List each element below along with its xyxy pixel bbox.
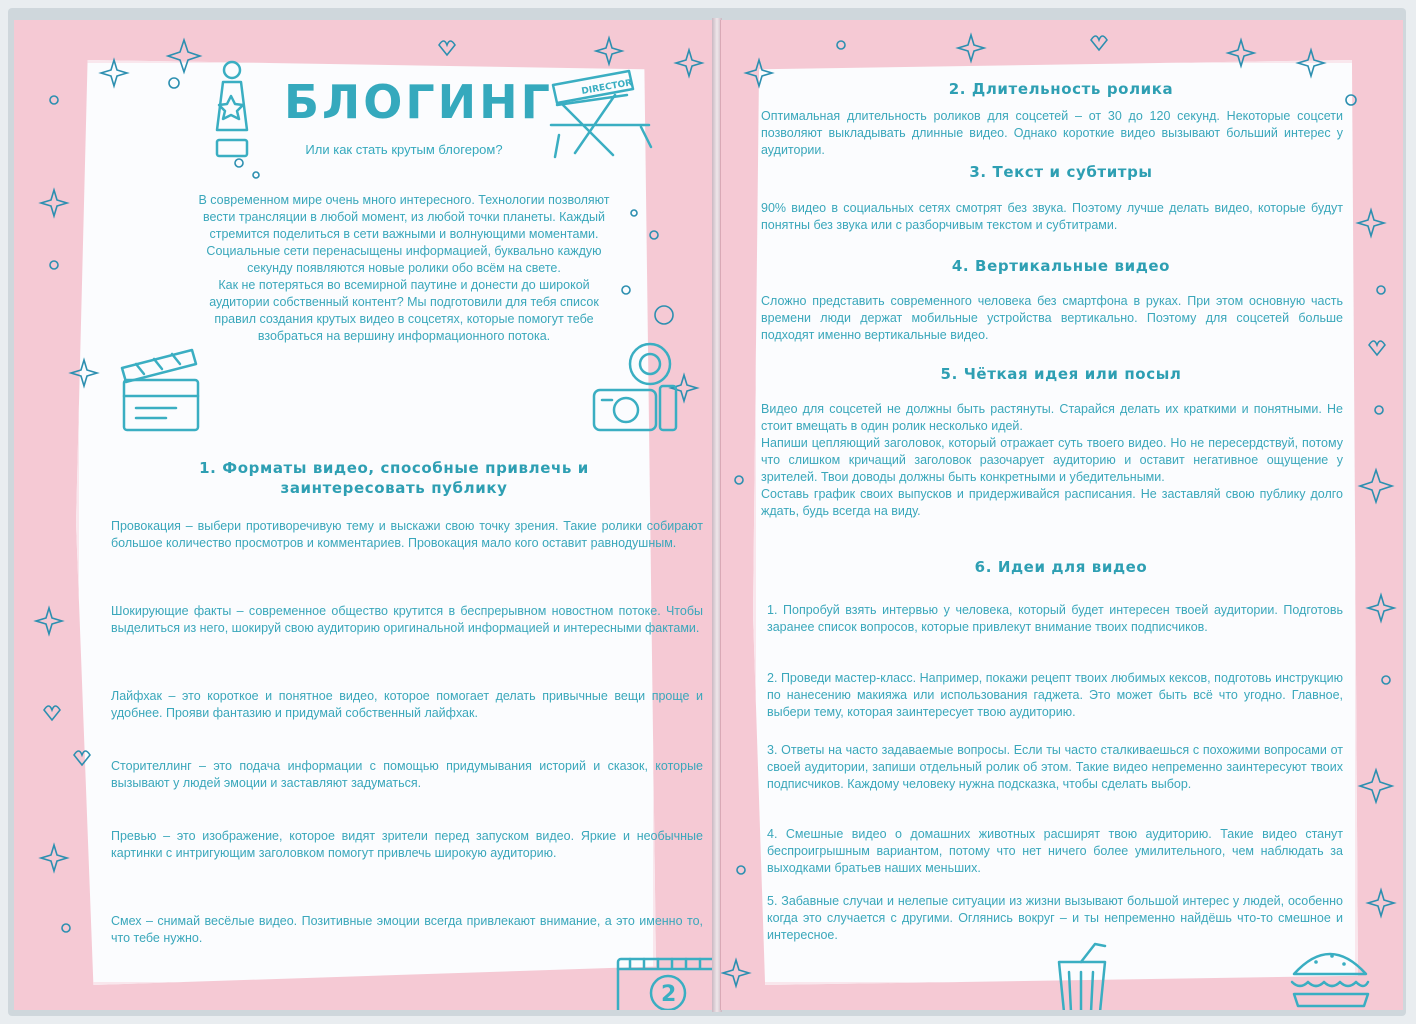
section-4-text: Сложно представить современного человека без смартфона в руках. При этом основную часть времени люди держат мобильные устройства вертикально. Поэтому для соцсетей больше подходят именно вертикальные видео.: [761, 294, 1343, 342]
idea-item: 2. Проведи мастер-класс. Например, покажи рецепт твоих любимых кексов, подготовь инструкцию по нанесению макияжа или использования гаджета. Это может быть всё что угодно. Главное, выбери тему, которая заинтересует твою аудиторию.: [767, 671, 1343, 719]
drink-cup-icon: [1051, 940, 1121, 1010]
section-5-heading: 5. Чёткая идея или посыл: [940, 365, 1182, 383]
open-book: [8, 8, 1406, 1016]
section-3-text: 90% видео в социальных сетях смотрят без звука. Поэтому лучше делать видео, которые будут понятны без звука или с разборчивым текстом и субтитрами.: [761, 201, 1343, 232]
burger-icon: [1286, 940, 1376, 1010]
countdown-number: 2: [661, 982, 677, 1007]
idea-item: 4. Смешные видео о домашних животных расширят твою аудиторию. Такие видео станут беспроигрышным вариантом, потому что нет ничего более умилительного, чем наблюдать за выходками братьев наших меньших.: [767, 827, 1343, 875]
page-subtitle: Или как стать крутым блогером?: [305, 142, 503, 157]
right-page: [720, 20, 1403, 1010]
format-item: Сторителлинг – это подача информации с помощью придумывания историй и сказок, которые вызывают у людей эмоции и заставляют задуматься.: [111, 759, 703, 790]
format-item: Провокация – выбери противоречивую тему и выскажи свою точку зрения. Такие ролики собирают большое количество просмотров и комментариев. Провокация мало кого оставит равнодушным.: [111, 519, 703, 550]
director-chair-icon: [549, 65, 669, 165]
section-5-text: Видео для соцсетей не должны быть растянуты. Старайся делать их краткими и понятными. Не стоит вмещать в один ролик несколько идей. Напиши цепляющий заголовок, который отражает суть твоего видео. Но не пересердствуй, потому что слишком кричащий заголовок разочарует аудиторию и оставит негативное ощущение у зрителей. Твои доводы должны быть конкретными и убедительными. Составь график своих выпусков и придерживайся расписания. Не заставляй свою публику долго ждать, будь всегда на виду.: [761, 402, 1343, 518]
director-label: DIRECTOR: [580, 78, 634, 97]
format-item: Шокирующие факты – современное общество крутится в беспрерывном новостном потоке. Чтобы выделиться из него, шокируй свою аудиторию оригинальной информацией и интересными фактами.: [111, 604, 703, 635]
idea-item: 5. Забавные случаи и нелепые ситуации из жизни вызывают большой интерес у людей, особенно когда это случается с другими. Оглянись вокруг – и ты непременно найдёшь что-то смешное и интересное.: [767, 894, 1343, 942]
film-countdown-icon: [614, 955, 715, 1010]
section-4-heading: 4. Вертикальные видео: [951, 257, 1171, 275]
section-1-heading: 1. Форматы видео, способные привлечь и заинтересовать публику: [199, 459, 589, 497]
idea-item: 3. Ответы на часто задаваемые вопросы. Если ты часто сталкиваешься с похожими вопросами от своей аудитории, запиши отдельный ролик об этом. Такие видео непременно заинтересуют твоих подписчиков. Каждому человеку нужна подсказка, чтобы сделать выбор.: [767, 743, 1343, 791]
format-item: Превью – это изображение, которое видят зрители перед запуском видео. Яркие и необычные картинки с интригующим заголовком помогут привлечь широкую аудиторию.: [111, 829, 703, 860]
page-title: БЛОГИНГ: [284, 75, 553, 129]
section-2-heading: 2. Длительность ролика: [948, 80, 1174, 98]
section-3-heading: 3. Текст и субтитры: [969, 163, 1153, 181]
camera-icon: [588, 338, 698, 448]
idea-item: 1. Попробуй взять интервью у человека, который будет интересен твоей аудитории. Подготовь заранее список вопросов, которые привлекут внимание твоих подписчиков.: [767, 603, 1343, 634]
left-page: [14, 20, 715, 1010]
intro-text: В современном мире очень много интересного. Технологии позволяют вести трансляции в любой момент, из любой точки планеты. Каждый стремится поделиться в сети важными и волнующими моментами. Социальные сети перенасыщены информацией, буквально каждую секунду появляются новые ролики обо всём на свете. Как не потеряться во всемирной паутине и донести до широкой аудитории собственный контент? Мы подготовили для тебя список правил создания крутых видео в соцсетях, которые помогут тебе взобраться на вершину информационного потока.: [198, 193, 610, 343]
section-2-text: Оптимальная длительность роликов для соцсетей – от 30 до 120 секунд. Некоторые соцсети позволяют выкладывать длинные видео. Однако короткие видео вызывают больший интерес у аудитории.: [761, 109, 1343, 157]
section-6-heading: 6. Идеи для видео: [974, 558, 1148, 576]
format-item: Лайфхак – это короткое и понятное видео, которое помогает делать привычные вещи проще и удобнее. Прояви фантазию и придумай собственный лайфхак.: [111, 689, 703, 720]
format-item: Смех – снимай весёлые видео. Позитивные эмоции всегда привлекают внимание, а это именно то, что тебе нужно.: [111, 914, 703, 945]
clapperboard-icon: [116, 348, 206, 438]
